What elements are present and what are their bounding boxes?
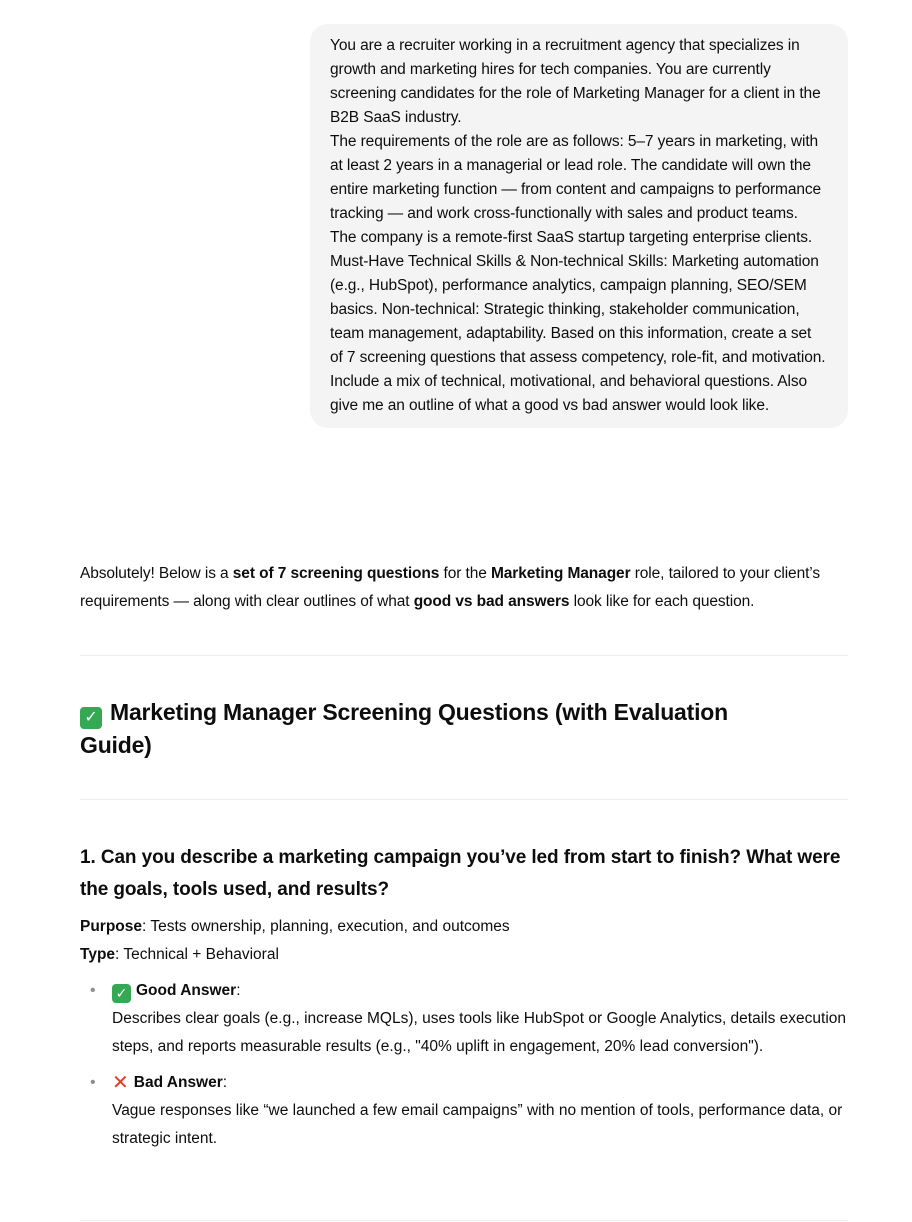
- intro-text: look like for each question.: [569, 593, 755, 610]
- check-mark-button-icon: ✓: [80, 707, 102, 729]
- question-meta: [80, 913, 510, 969]
- list-item: • ✓ Good Answer: Describes clear goals (e.g., increase MQLs), uses tools like HubSpot or Google Analytics, details execution steps, and reports measurable results (e.g., "40% uplift in engagement, 20% lead conversion").: [112, 977, 882, 1061]
- intro-text: role, tailored to your client’s requirements — along with clear outlines of what: [80, 565, 821, 610]
- user-message-bubble: [310, 24, 848, 428]
- user-message-paragraph: Must-Have Technical Skills & Non-technical Skills: Marketing automation (e.g., HubSpot), performance analytics, campaign planning, SEO/SEM basics. Non-technical: Strategic thinking, stakeholder communication, team management, adaptability. Based on this information, create a set of 7 screening questions that assess competency, role-fit, and motivation. Include a mix of technical, motivational, and behavioral questions. Also give me an outline of what a good vs bad answer would look like.: [330, 253, 826, 414]
- answer-list: [80, 977, 882, 1161]
- assistant-intro: [80, 560, 850, 616]
- bad-answer-label: Bad Answer: [133, 1074, 223, 1091]
- purpose-label: Purpose: [80, 918, 143, 935]
- purpose-line: [80, 913, 510, 941]
- cross-mark-icon: ✕: [112, 1072, 129, 1094]
- type-value: : Technical + Behavioral: [115, 946, 279, 963]
- question-title: 1. Can you describe a marketing campaign you’ve led from start to finish? What were the goals, tools used, and results?: [80, 847, 841, 900]
- intro-bold: Marketing Manager: [490, 565, 631, 582]
- divider: [80, 1220, 848, 1221]
- type-label: Type: [80, 946, 116, 963]
- section-heading: [80, 696, 800, 761]
- intro-text: Absolutely! Below is a: [80, 565, 233, 582]
- divider: [80, 655, 848, 656]
- bad-answer-text: Vague responses like “we launched a few email campaigns” with no mention of tools, performance data, or strategic intent.: [112, 1102, 843, 1147]
- good-answer-label: Good Answer: [136, 982, 237, 999]
- intro-bold: set of 7 screening questions: [232, 565, 440, 582]
- intro-bold: good vs bad answers: [413, 593, 570, 610]
- user-message-paragraph: You are a recruiter working in a recruitment agency that specializes in growth and marketing hires for tech companies. You are currently screening candidates for the role of Marketing Manager for a client in the B2B SaaS industry.: [330, 37, 821, 126]
- assistant-message: [80, 560, 850, 616]
- intro-text: for the: [439, 565, 491, 582]
- check-mark-button-icon: ✓: [112, 984, 131, 1003]
- good-answer-text: Describes clear goals (e.g., increase MQLs), uses tools like HubSpot or Google Analytics, details execution steps, and reports measurable results (e.g., "40% uplift in engagement, 20% lead conversion").: [112, 1010, 847, 1055]
- list-item: • ✕ Bad Answer: Vague responses like “we launched a few email campaigns” with no mention of tools, performance data, or strategic intent.: [112, 1069, 882, 1153]
- type-line: [80, 941, 510, 969]
- user-message-paragraph: The requirements of the role are as follows: 5–7 years in marketing, with at least 2 years in a managerial or lead role. The candidate will own the entire marketing function — from content and campaigns to performance tracking — and work cross-functionally with sales and product teams. The company is a remote-first SaaS startup targeting enterprise clients.: [330, 133, 822, 246]
- purpose-value: : Tests ownership, planning, execution, and outcomes: [142, 918, 510, 935]
- section-heading-text: Marketing Manager Screening Questions (with Evaluation Guide): [80, 699, 728, 758]
- divider: [80, 799, 848, 800]
